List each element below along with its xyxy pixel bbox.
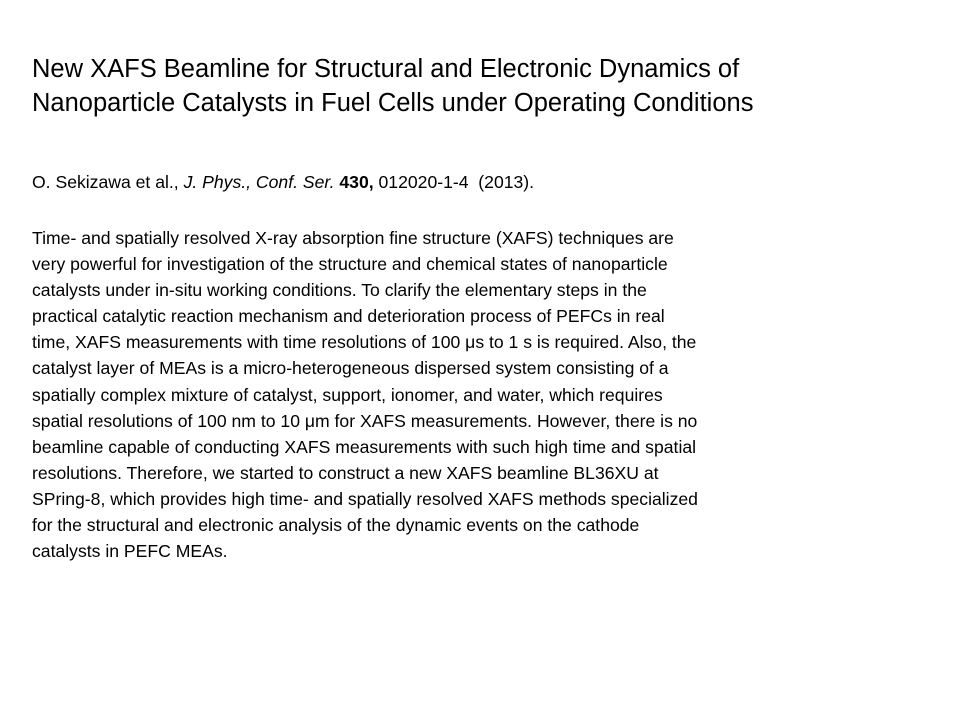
citation-year: (2013). (478, 172, 535, 192)
abstract-line: spatial resolutions of 100 nm to 10 μm for XAFS measurements. However, there is no (32, 410, 698, 431)
abstract-line: catalysts under in-situ working conditions. To clarify the elementary steps in the (32, 280, 647, 301)
abstract-line: SPring-8, which provides high time- and spatially resolved XAFS methods specialized (32, 488, 698, 509)
abstract-line: practical catalytic reaction mechanism and deterioration process of PEFCs in real (32, 306, 665, 327)
abstract-line: resolutions. Therefore, we started to construct a new XAFS beamline BL36XU at (32, 462, 659, 483)
abstract-line: time, XAFS measurements with time resolutions of 100 μs to 1 s is required. Also, the (32, 332, 697, 353)
abstract-line: spatially complex mixture of catalyst, support, ionomer, and water, which requires (32, 384, 663, 405)
citation-authors: O. Sekizawa et al., (32, 172, 184, 192)
abstract-line: Time- and spatially resolved X-ray absorption fine structure (XAFS) techniques are (32, 228, 674, 248)
abstract-paragraph (32, 225, 947, 564)
abstract-line: for the structural and electronic analysis of the dynamic events on the cathode (32, 515, 640, 536)
abstract-line: beamline capable of conducting XAFS measurements with such high time and spatial (32, 436, 697, 457)
citation-pages: 012020-1-4 (378, 172, 469, 192)
citation-journal: J. Phys., Conf. Ser. (183, 172, 335, 192)
title-line: Nanoparticle Catalysts in Fuel Cells under Operating Conditions (32, 89, 754, 117)
citation (32, 170, 534, 194)
abstract-line: catalyst layer of MEAs is a micro-heterogeneous dispersed system consisting of a (32, 358, 669, 379)
abstract-line: very powerful for investigation of the structure and chemical states of nanoparticle (32, 254, 668, 275)
citation-volume: 430, (339, 172, 374, 192)
abstract-line: catalysts in PEFC MEAs. (32, 541, 228, 562)
page-title (32, 52, 947, 120)
title-line: New XAFS Beamline for Structural and Electronic Dynamics of (32, 55, 740, 83)
